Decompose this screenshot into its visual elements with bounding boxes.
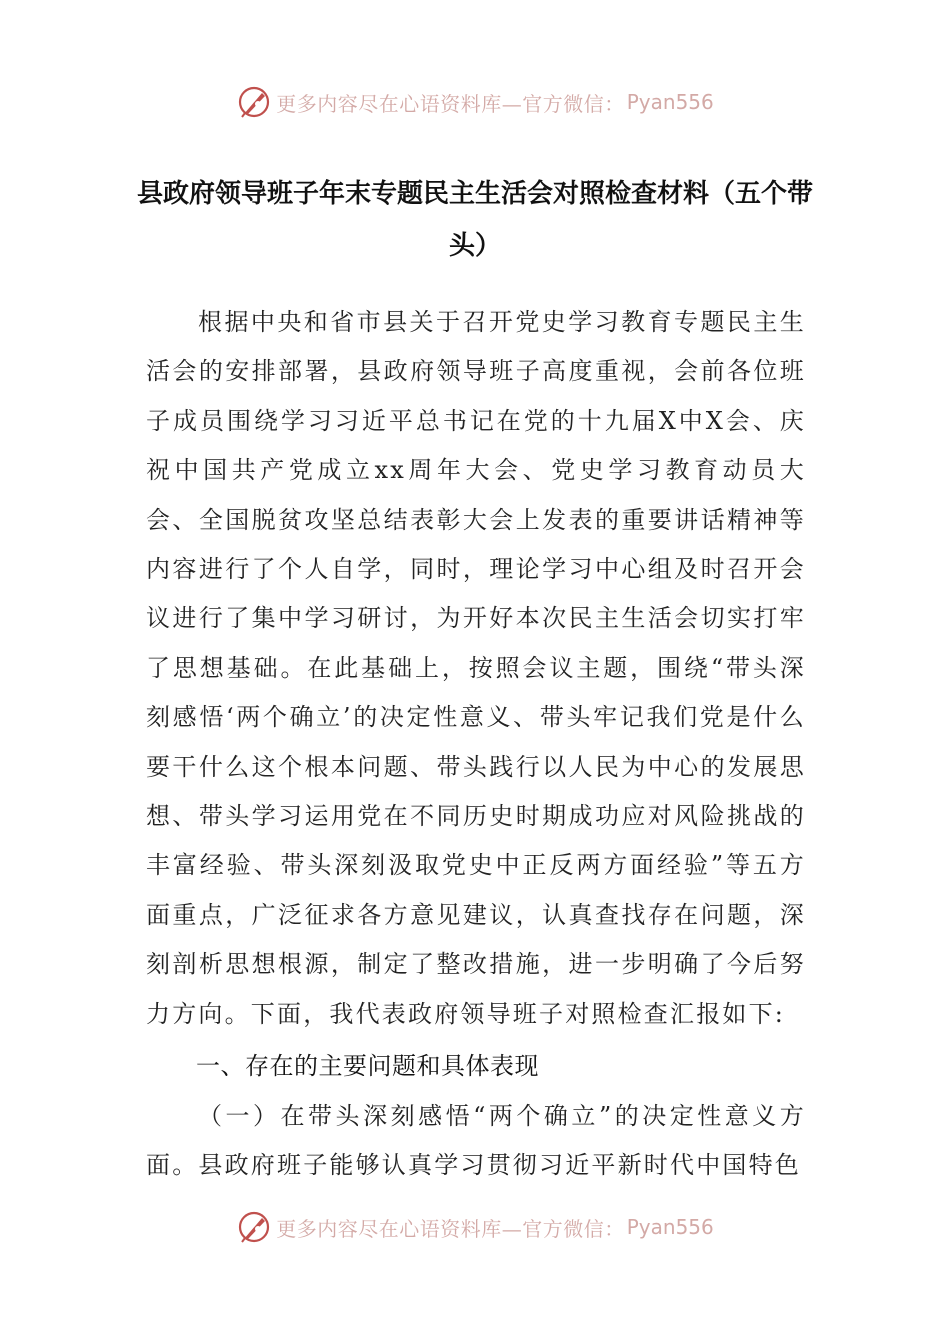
watermark-banner-top xyxy=(0,80,950,124)
body-paragraph: 根据中央和省市县关于召开党史学习教育专题民主生活会的安排部署，县政府领导班子高度重视，会前各位班子成员围绕学习习近平总书记在党的十九届X中X会、庆祝中国共产党成立xx周年大会、党史学习教育动员大会、全国脱贫攻坚总结表彰大会上发表的重要讲话精神等内容进行了个人自学，同时，理论学习中心组及时召开会议进行了集中学习研讨，为开好本次民主生活会切实打牢了思想基础。在此基础上，按照会议主题，围绕“带头深刻感悟‘两个确立’的决定性意义、带头牢记我们党是什么要干什么这个根本问题、带头践行以人民为中心的发展思想、带头学习运用党在不同历史时期成功应对风险挑战的丰富经验、带头深刻汲取党史中正反两方面经验”等五方面重点，广泛征求各方意见建议，认真查找存在问题，深刻剖析思想根源，制定了整改措施，进一步明确了今后努力方向。下面，我代表政府领导班子对照检查汇报如下: xyxy=(146,308,806,1028)
watermark-banner-bottom xyxy=(0,1205,950,1249)
watermark-text: 更多内容尽在心语资料库—官方微信： xyxy=(276,91,625,116)
section-heading: 一、存在的主要问题和具体表现 xyxy=(196,1052,539,1080)
watermark-wechat-id: Pyan556 xyxy=(626,90,714,114)
watermark-wechat-id: Pyan556 xyxy=(626,1215,714,1239)
body-paragraph-2: （一）在带头深刻感悟“两个确立”的决定性意义方面。县政府班子能够认真学习贯彻习近平新时代中国特色 xyxy=(146,1102,806,1180)
document-title: 县政府领导班子年末专题民主生活会对照检查材料（五个带头） xyxy=(136,179,813,261)
watermark-text: 更多内容尽在心语资料库—官方微信： xyxy=(276,1216,625,1241)
quill-logo-icon xyxy=(236,1209,272,1245)
quill-logo-icon xyxy=(236,84,272,120)
